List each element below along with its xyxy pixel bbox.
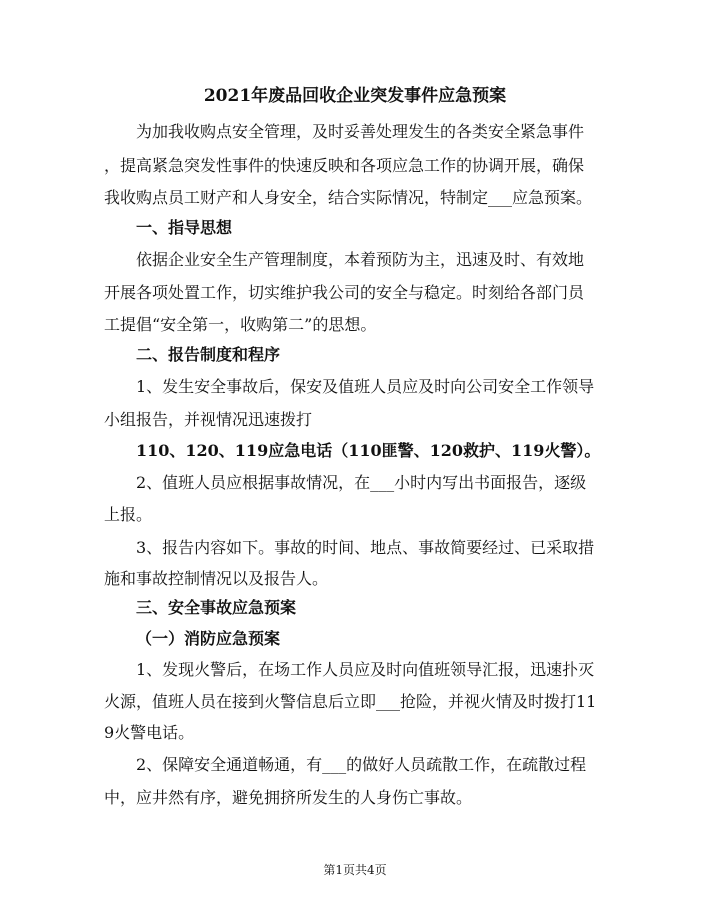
paragraph-line: 1、发现火警后，在场工作人员应及时向值班领导汇报，迅速扑灭	[136, 660, 595, 679]
paragraph-line: 9火警电话。	[104, 723, 195, 742]
section-heading: 二、报告制度和程序	[136, 345, 281, 364]
emergency-phone-line: 110、120、119应急电话（110匪警、120救护、119火警）。	[136, 441, 601, 460]
paragraph-line: 3、报告内容如下。事故的时间、地点、事故简要经过、已采取措	[136, 538, 595, 557]
paragraph-line: 上报。	[104, 505, 153, 524]
document-title: 2021年废品回收企业突发事件应急预案	[203, 86, 507, 106]
paragraph-line: 1、发生安全事故后，保安及值班人员应及时向公司安全工作领导	[136, 377, 595, 396]
paragraph-line: 小组报告，并视情况迅速拨打	[104, 410, 313, 429]
section-heading: 一、指导思想	[136, 218, 233, 237]
paragraph-line: 中，应井然有序，避免拥挤所发生的人身伤亡事故。	[104, 788, 473, 807]
paragraph-line: 开展各项处置工作，切实维护我公司的安全与稳定。时刻给各部门员	[104, 283, 585, 302]
paragraph-line: 工提倡“安全第一，收购第二”的思想。	[104, 315, 377, 334]
paragraph-line: 火源，值班人员在接到火警信息后立即___抢险，并视火情及时拨打11	[104, 692, 597, 711]
paragraph-line: 我收购点员工财产和人身安全，结合实际情况，特制定___应急预案。	[104, 188, 593, 207]
subsection-heading: （一）消防应急预案	[136, 629, 281, 648]
paragraph-line: 依据企业安全生产管理制度，本着预防为主，迅速及时、有效地	[136, 250, 585, 269]
page-number: 第1页共4页	[323, 863, 387, 877]
paragraph-line: ，提高紧急突发性事件的快速反映和各项应急工作的协调开展，确保	[104, 156, 585, 175]
paragraph-line: 施和事故控制情况以及报告人。	[104, 569, 329, 588]
section-heading: 三、安全事故应急预案	[136, 598, 297, 617]
paragraph-line: 为加我收购点安全管理，及时妥善处理发生的各类安全紧急事件	[136, 122, 585, 141]
paragraph-line: 2、保障安全通道畅通，有___的做好人员疏散工作，在疏散过程	[136, 755, 587, 774]
paragraph-line: 2、值班人员应根据事故情况，在___小时内写出书面报告，逐级	[136, 473, 587, 492]
